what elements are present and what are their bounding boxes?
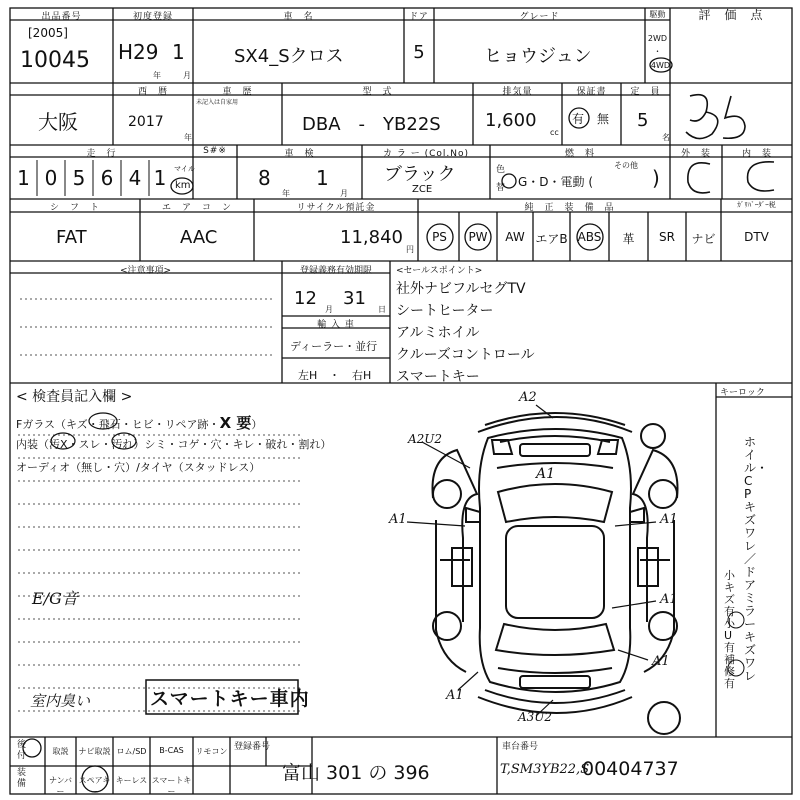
- west-year: 2017: [128, 114, 164, 130]
- inspect-month: 1: [316, 166, 329, 190]
- inspector-interior: 内装（汚X・スレ・汚れ）シミ・コゲ・穴・キレ・破れ・割れ）: [16, 438, 332, 451]
- reg-day-unit: 日: [378, 305, 386, 314]
- sales-points-list: [396, 278, 535, 388]
- equip-airbag: エアB: [535, 232, 568, 246]
- air-conditioner: AAC: [180, 227, 218, 248]
- mark-top: A2: [519, 390, 537, 405]
- shift: FAT: [56, 227, 87, 248]
- inspector-audio: オーディオ（無し・穴）/タイヤ（スタッドレス）: [16, 461, 261, 474]
- opt-navi-manual: ナビ取説: [78, 747, 111, 756]
- equip-ps: PS: [432, 230, 447, 244]
- history-note: 未記入は自家用: [196, 99, 239, 106]
- label-shift: シ フ ト: [49, 203, 100, 213]
- mark-center: A1: [536, 466, 556, 482]
- color-change-label: 色: [496, 165, 506, 175]
- label-plate: 登録番号: [234, 742, 271, 752]
- label-keylock: キーロック: [720, 388, 765, 398]
- equip-pw: PW: [468, 230, 488, 244]
- km-unit: km: [175, 180, 191, 191]
- mileage-digit: 1: [153, 166, 167, 190]
- color-code: ZCE: [412, 184, 433, 195]
- label-import: 輸 入 車: [317, 320, 355, 330]
- drive-2wd: 2WD: [647, 34, 668, 43]
- region: 大阪: [38, 110, 78, 134]
- west-year-unit: 年: [184, 133, 192, 142]
- mark-left-top: A2U2: [408, 432, 443, 446]
- label-ac: エ ア コ ン: [161, 203, 232, 213]
- score-value: [700, 52, 702, 53]
- reg-month-unit: 月: [325, 305, 333, 314]
- chassis-prefix: T,SM3YB22,S: [500, 762, 590, 777]
- mileage-digit: 5: [72, 166, 86, 190]
- sales-point: スマートキー: [396, 369, 480, 385]
- glass-text: Fガラス（キズ・飛石・ヒビ・リペア跡・: [16, 418, 220, 431]
- mileage-digit: 4: [128, 166, 142, 190]
- label-fuel: 燃 料: [564, 149, 595, 159]
- mileage-digit: 0: [44, 166, 58, 190]
- fuel-other-label: その他: [614, 161, 638, 170]
- label-warranty: 保証書: [576, 87, 607, 97]
- first-reg-month: 1: [172, 40, 185, 64]
- yen-unit: 円: [406, 245, 414, 254]
- equip-leather: 革: [622, 232, 635, 246]
- label-reg-expiry: 登録義務有効期限: [299, 266, 372, 276]
- label-s: S#※: [203, 146, 227, 156]
- label-type: 型 式: [362, 87, 393, 97]
- side-note-wheel: ホイル・CPキズワレ／ドアミラーキズワレ: [744, 435, 769, 683]
- mark-bottom: A3U2: [518, 710, 553, 724]
- opt-spare-key: スペアキー: [78, 776, 111, 796]
- year-unit: 年: [153, 71, 161, 80]
- plate-number: 富山 301 の 396: [282, 762, 430, 784]
- recycle-fee: 11,840: [340, 227, 403, 248]
- inspect-year-unit: 年: [282, 189, 290, 198]
- drive-dot: ・: [653, 47, 662, 56]
- footer-label-add: 後 付: [17, 740, 36, 761]
- lot-year: [2005]: [28, 26, 68, 40]
- label-sales-points: <セールスポイント>: [396, 266, 483, 276]
- glass-close: ）: [251, 418, 263, 431]
- model-name: SX4_Sクロス: [234, 46, 344, 67]
- mark-right-lower: A1: [660, 592, 678, 607]
- handle-right: 右H: [352, 369, 372, 382]
- lot-number: 10045: [20, 48, 90, 73]
- mileage-digit: 6: [100, 166, 114, 190]
- label-mileage: 走 行: [86, 149, 117, 159]
- grade: ヒョウジュン: [484, 46, 592, 67]
- mark-right-mid: A1: [660, 512, 678, 527]
- sales-point: 社外ナビフルセグTV: [396, 281, 526, 297]
- label-first-reg: 初度登録: [132, 12, 173, 22]
- footer-label-equip: 装 備: [17, 768, 36, 789]
- label-recycle: リサイクル預託金: [296, 203, 376, 213]
- label-west: 西 暦: [137, 87, 168, 97]
- inspect-year: 8: [258, 166, 271, 190]
- opt-keyless: キーレス: [115, 776, 148, 785]
- capacity-unit: 名: [662, 133, 670, 142]
- opt-bcas: B-CAS: [159, 746, 184, 755]
- color-name: ブラック: [384, 164, 456, 185]
- glass-mark: X 要: [219, 414, 252, 432]
- label-capacity: 定 員: [630, 87, 661, 97]
- side-note-scratch: 小キズ有 小U有 補修有: [724, 569, 735, 690]
- equip-aw: AW: [505, 230, 525, 244]
- capacity: 5: [637, 110, 649, 131]
- label-door: ドア: [409, 12, 429, 22]
- equip-dtv: DTV: [744, 230, 769, 244]
- inspect-month-unit: 月: [340, 189, 348, 198]
- fuel-options: G・D・電動 (: [518, 175, 594, 189]
- label-equipment: 純 正 装 備 品: [524, 203, 615, 213]
- inspector-glass: [16, 412, 262, 433]
- sales-point: シートヒーター: [396, 303, 494, 319]
- hand-note-odor: 室内臭い: [30, 692, 91, 710]
- cc-unit: cc: [550, 128, 559, 137]
- fuel-close: ): [652, 166, 660, 190]
- handle-left: 左H: [298, 369, 318, 382]
- label-lot: 出品番号: [41, 12, 82, 22]
- warranty-yes: 有: [572, 112, 585, 126]
- label-color: カ ラ ー (Col.No): [383, 149, 469, 159]
- label-ext: 外 装: [680, 149, 711, 159]
- mark-left-mid: A1: [389, 512, 407, 527]
- mile-unit: マイル: [174, 165, 195, 173]
- opt-number: ナンバー: [48, 776, 73, 796]
- label-grade: グレード: [519, 12, 560, 22]
- type-code: DBA - YB22S: [302, 114, 441, 135]
- label-history: 車 歴: [222, 87, 253, 97]
- equip-navi: ナビ: [691, 232, 716, 246]
- reg-month: 12: [294, 288, 317, 309]
- handle-dot: ・: [329, 369, 340, 382]
- drive-4wd: 4WD: [650, 61, 671, 70]
- label-displacement: 排気量: [502, 87, 533, 97]
- opt-smart-key: スマートキー: [151, 776, 192, 796]
- label-chassis: 車台番号: [502, 742, 539, 752]
- month-unit: 月: [183, 71, 191, 80]
- mark-right-bottom: A1: [652, 654, 670, 669]
- chassis-number: 00404737: [582, 758, 679, 780]
- hand-note-engine: E/G音: [32, 589, 78, 608]
- mileage-digit: 1: [17, 166, 30, 190]
- label-int: 内 装: [741, 149, 772, 159]
- doors: 5: [413, 42, 425, 63]
- displacement: 1,600: [485, 110, 537, 131]
- sales-point: クルーズコントロール: [396, 347, 535, 363]
- color-change-label2: 替: [496, 183, 506, 193]
- mark-left-bottom: A1: [446, 688, 464, 703]
- inspector-title: < 検査員記入欄 >: [16, 389, 133, 405]
- reg-day: 31: [343, 288, 366, 309]
- label-drive: 駆動: [649, 10, 666, 19]
- car-diagram: [433, 413, 681, 734]
- opt-remote: リモコン: [195, 747, 228, 756]
- equip-abs: ABS: [577, 230, 602, 244]
- equip-sunroof: SR: [659, 230, 675, 244]
- label-model: 車 名: [283, 12, 314, 22]
- sales-point: アルミホイル: [396, 325, 480, 341]
- label-score: 評 価 点: [698, 8, 764, 22]
- int-grade: [750, 166, 751, 167]
- warranty-no: 無: [597, 112, 610, 126]
- first-reg-era: H29: [118, 40, 159, 64]
- stamp-smartkey: スマートキー車内: [150, 688, 310, 710]
- opt-rom-sd: ロム/SD: [116, 747, 147, 756]
- label-inspect: 車 検: [284, 149, 315, 159]
- opt-manual: 取説: [52, 747, 69, 756]
- ext-grade: [690, 166, 691, 167]
- label-notes: <注意事項>: [120, 266, 172, 276]
- import-type: ディーラー・並行: [290, 340, 378, 353]
- label-navi-tax: ｶﾞﾘﾊﾞｰﾀﾞｰ税: [737, 201, 776, 209]
